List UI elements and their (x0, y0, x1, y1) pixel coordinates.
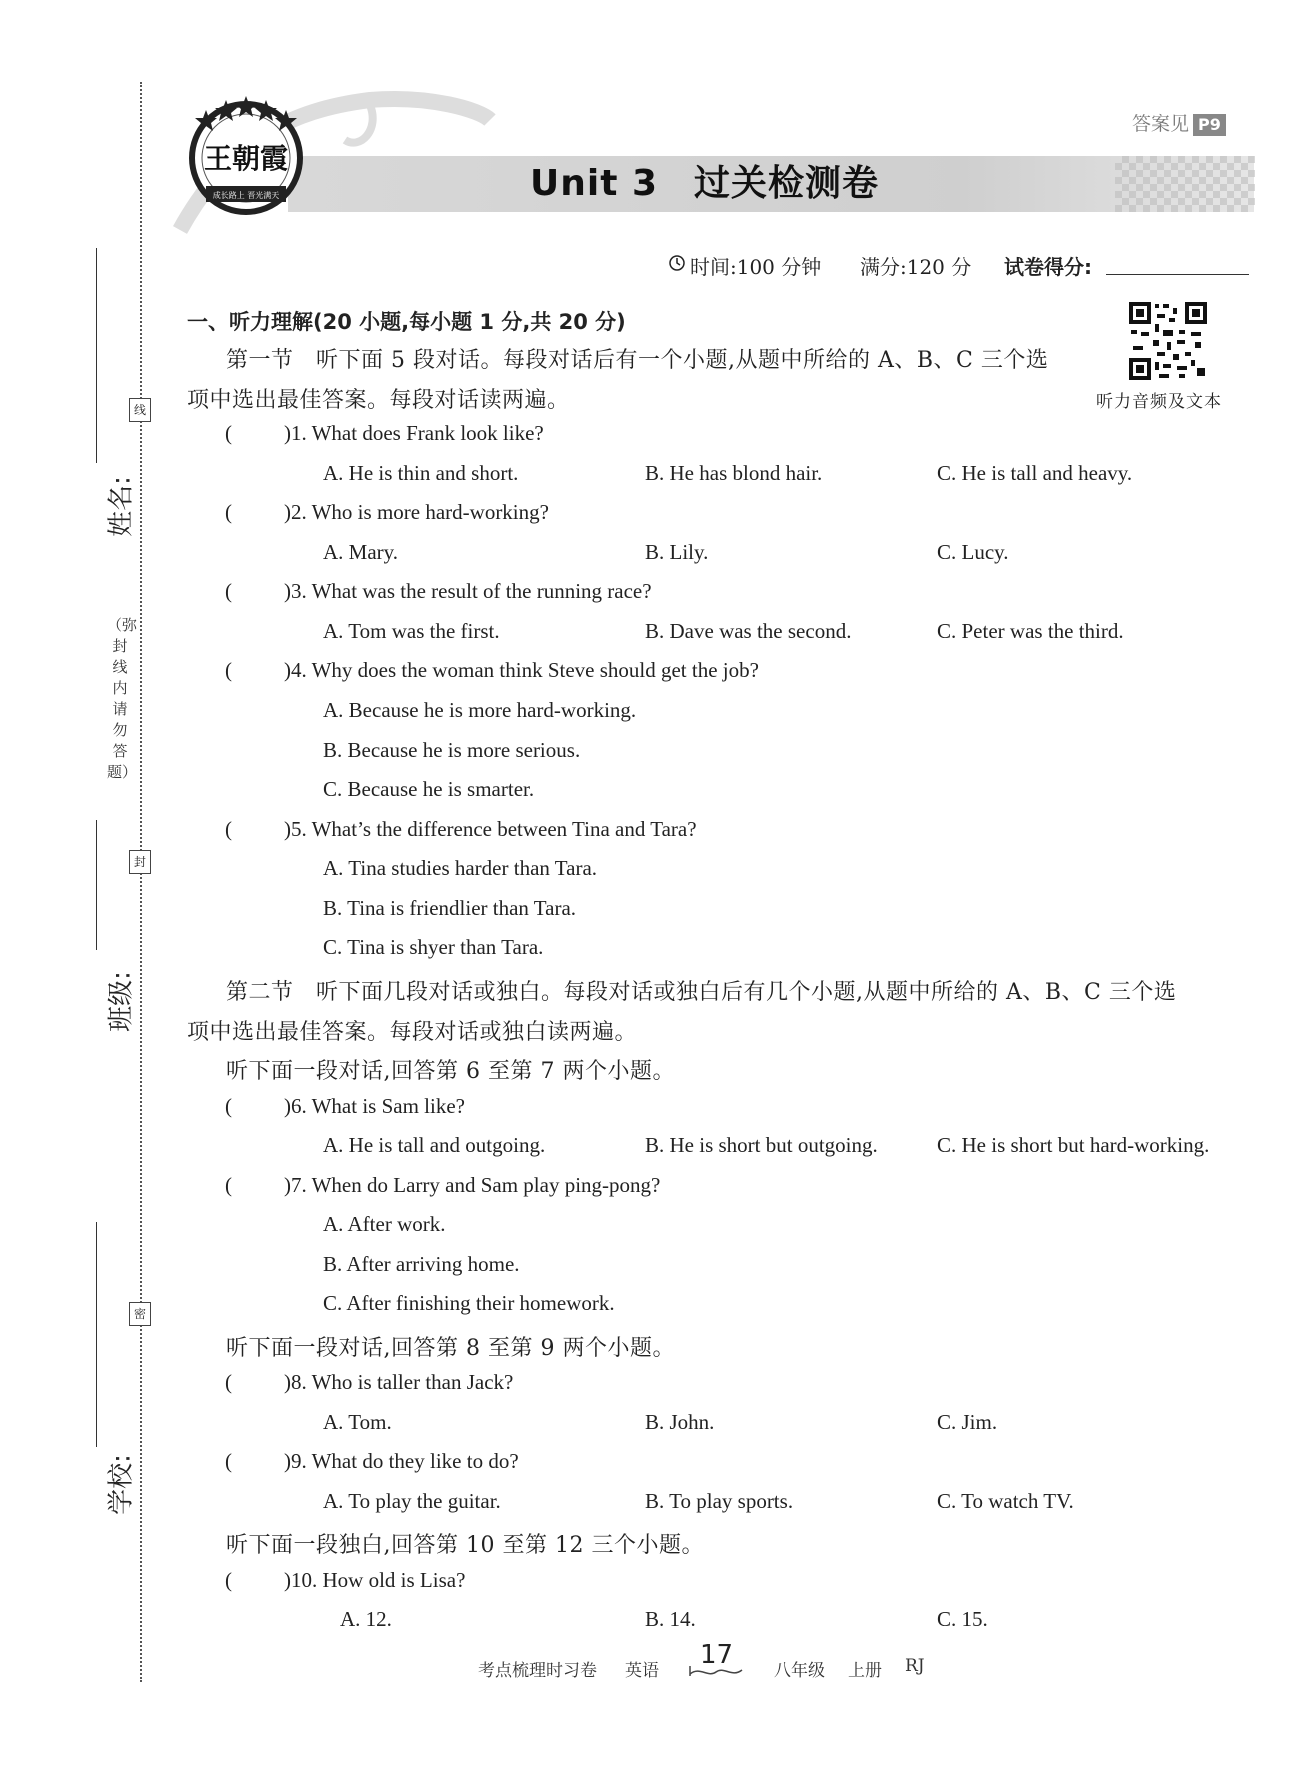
full-score-info: 满分:120 分 (860, 255, 972, 279)
answer-ref-page: P9 (1193, 114, 1226, 136)
logo-slogan: 成长路上 晋光满天 (212, 191, 280, 200)
q10-option-a: A. 12. (340, 1607, 392, 1631)
school-underline (96, 1222, 97, 1447)
q3-option-a: A. Tom was the first. (323, 619, 500, 643)
q1-option-c: C. He is tall and heavy. (937, 461, 1133, 485)
q10-option-c: C. 15. (937, 1607, 988, 1631)
checker-pattern (1115, 156, 1255, 212)
q6-option-b: B. He is short but outgoing. (645, 1133, 878, 1157)
q6-option-a: A. He is tall and outgoing. (323, 1133, 546, 1157)
name-label: 姓名: (106, 476, 137, 537)
class-underline (96, 820, 97, 950)
part2-intro-line1: 第二节 听下面几段对话或独白。每段对话或独白后有几个小题,从题中所给的 A、B、C 三个选 (226, 980, 1177, 1005)
q7-option-c: C. After finishing their homework. (323, 1291, 615, 1315)
q4-option-c: C. Because he is smarter. (323, 777, 535, 801)
q5-option-c: C. Tina is shyer than Tara. (323, 935, 544, 959)
q8-option-a: A. Tom. (323, 1410, 392, 1434)
q10-option-b: B. 14. (645, 1607, 696, 1631)
page-number-swirl (688, 1664, 744, 1680)
binding-dotted-line (140, 82, 142, 1682)
footer-series: 考点梳理时习卷 (478, 1661, 597, 1681)
q4-option-b: B. Because he is more serious. (323, 738, 581, 762)
q7-option-a: A. After work. (323, 1212, 446, 1236)
part1-intro-line1: 第一节 听下面 5 段对话。每段对话后有一个小题,从题中所给的 A、B、C 三个选 (226, 348, 1049, 373)
q2-option-a: A. Mary. (323, 540, 399, 564)
q9-option-c: C. To watch TV. (937, 1489, 1074, 1513)
q4-option-a: A. Because he is more hard-working. (323, 698, 637, 722)
qr-caption: 听力音频及文本 (1096, 392, 1222, 412)
clock-icon (668, 254, 686, 272)
score-label: 试卷得分: (1004, 255, 1092, 279)
dialog-8-9-intro: 听下面一段对话,回答第 8 至第 9 两个小题。 (226, 1336, 675, 1361)
page-number: 17 (700, 1640, 734, 1670)
title-unit: Unit 3 (530, 163, 658, 204)
monologue-10-12-intro: 听下面一段独白,回答第 10 至第 12 三个小题。 (226, 1533, 704, 1558)
q8-option-c: C. Jim. (937, 1410, 998, 1434)
mark-seal: 封 (129, 850, 151, 874)
q7-option-b: B. After arriving home. (323, 1252, 520, 1276)
section-title: 一、听力理解(20 小题,每小题 1 分,共 20 分) (187, 310, 626, 334)
title-text: 过关检测卷 (694, 163, 880, 204)
mark-bind: 密 (129, 1302, 151, 1326)
q8-option-b: B. John. (645, 1410, 715, 1434)
page-title (530, 156, 879, 212)
footer-edition: RJ (905, 1656, 925, 1676)
time-info: 时间:100 分钟 (690, 255, 822, 279)
q3-option-b: B. Dave was the second. (645, 619, 852, 643)
class-label: 班级: (106, 971, 137, 1032)
q1-option-b: B. He has blond hair. (645, 461, 823, 485)
mark-line: 线 (129, 398, 151, 422)
q5-option-a: A. Tina studies harder than Tara. (323, 856, 598, 880)
q5-option-b: B. Tina is friendlier than Tara. (323, 896, 577, 920)
q3-option-c: C. Peter was the third. (937, 619, 1124, 643)
part1-intro-line2: 项中选出最佳答案。每段对话读两遍。 (187, 388, 570, 413)
part2-intro-line2: 项中选出最佳答案。每段对话或独白读两遍。 (187, 1020, 638, 1045)
q9-option-b: B. To play sports. (645, 1489, 794, 1513)
school-label: 学校: (106, 1454, 137, 1515)
name-underline (96, 248, 97, 463)
answer-reference (1132, 109, 1226, 136)
qr-code-icon[interactable] (1129, 302, 1207, 380)
score-input-line[interactable] (1106, 274, 1249, 275)
no-answer-note: （弥封线内请勿答题） (107, 616, 138, 781)
footer-volume: 上册 (848, 1661, 882, 1681)
footer-subject: 英语 (625, 1661, 659, 1681)
footer-grade: 八年级 (774, 1661, 825, 1681)
publisher-logo (186, 96, 306, 216)
answer-ref-label: 答案见 (1132, 113, 1190, 135)
q1-option-a: A. He is thin and short. (323, 461, 519, 485)
q2-option-c: C. Lucy. (937, 540, 1009, 564)
dialog-6-7-intro: 听下面一段对话,回答第 6 至第 7 两个小题。 (226, 1059, 675, 1084)
q2-option-b: B. Lily. (645, 540, 709, 564)
q6-option-c: C. He is short but hard-working. (937, 1133, 1210, 1157)
q9-option-a: A. To play the guitar. (323, 1489, 501, 1513)
logo-text: 王朝霞 (203, 142, 289, 175)
